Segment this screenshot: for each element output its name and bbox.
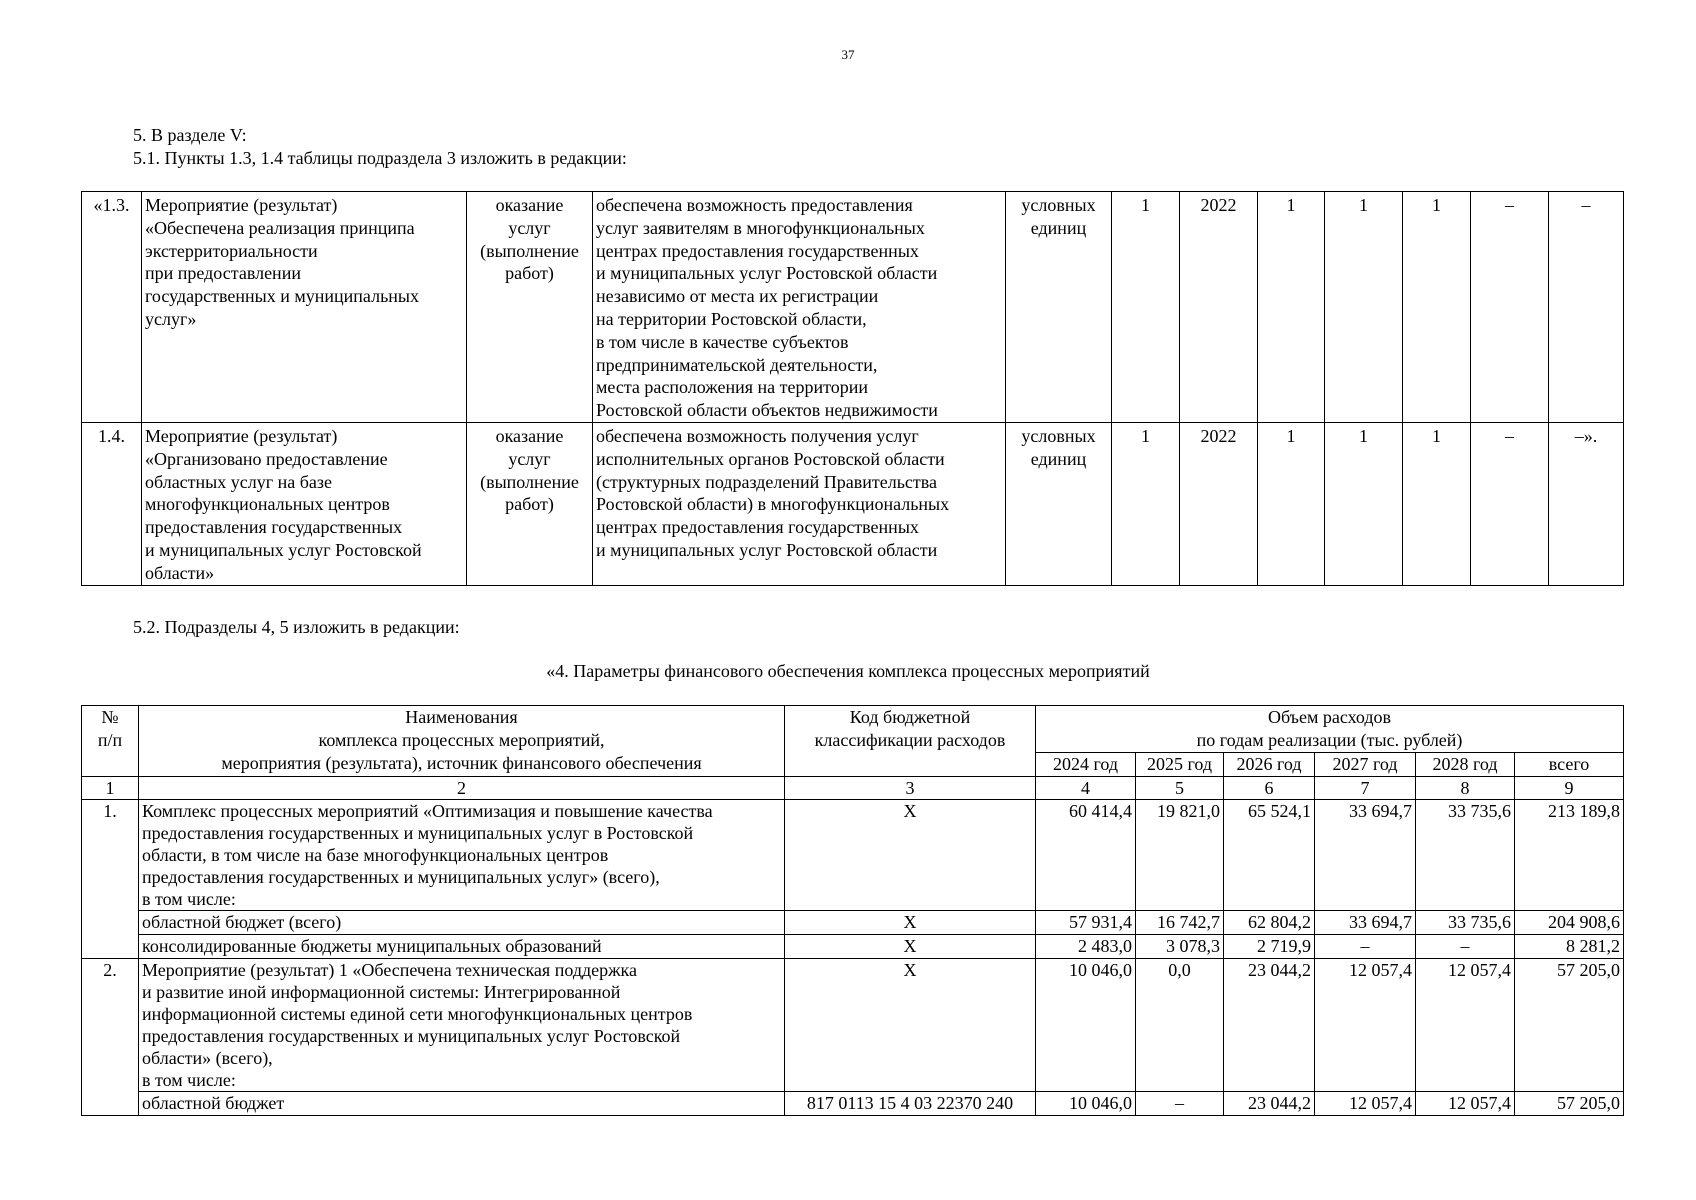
- row-value: 12 057,4: [1315, 1092, 1416, 1116]
- paragraph-5-1: 5.1. Пункты 1.3, 1.4 таблицы подраздела 3 изложить в редакции:: [133, 148, 627, 168]
- section-title: «4. Параметры финансового обеспечения комплекса процессных мероприятий: [546, 661, 1150, 681]
- paragraph-5: 5. В разделе V:: [133, 125, 247, 145]
- table-row: [82, 1092, 1624, 1116]
- row-value: 33 735,6: [1416, 800, 1515, 911]
- row-value: –: [1315, 935, 1416, 959]
- column-number: 8: [1416, 777, 1515, 800]
- row-value: 213 189,8: [1515, 800, 1624, 911]
- header-year: 2028 год: [1416, 753, 1515, 777]
- column-number: 4: [1036, 777, 1136, 800]
- row-base-year: 2022: [1180, 422, 1258, 585]
- row-base-value: 1: [1112, 422, 1180, 585]
- row-value: 12 057,4: [1416, 1092, 1515, 1116]
- column-number: 7: [1315, 777, 1416, 800]
- results-table: [81, 191, 1624, 586]
- row-description: обеспечена возможность получения услуг исполнительных органов Ростовской области (структурных подразделений Правительства Ростовской области) в многофункциональных центрах предоставления государственных и муниципальных услуг Ростовской области: [593, 422, 1006, 585]
- row-value: 23 044,2: [1224, 959, 1315, 1092]
- row-value: 33 694,7: [1315, 911, 1416, 935]
- row-name: Мероприятие (результат) «Обеспечена реализация принципа экстерриториальности при предоставлении государственных и муниципальных услуг»: [142, 192, 467, 423]
- column-number: 3: [785, 777, 1036, 800]
- finance-table: [81, 705, 1624, 1116]
- row-v1: 1: [1258, 192, 1325, 423]
- header-year: 2027 год: [1315, 753, 1416, 777]
- row-v5: –».: [1549, 422, 1624, 585]
- row-value: –: [1416, 935, 1515, 959]
- column-number: 6: [1224, 777, 1315, 800]
- column-number: 2: [139, 777, 785, 800]
- table-row: [82, 192, 1624, 423]
- row-code: X: [785, 800, 1036, 911]
- row-value: 19 821,0: [1136, 800, 1224, 911]
- column-number: 1: [82, 777, 139, 800]
- row-name: Мероприятие (результат) 1 «Обеспечена техническая поддержка и развитие иной информационной системы: Интегрированной информационной системы единой сети многофункциональных центров предоставления государственных и муниципальных услуг Ростовской области» (всего), в том числе:: [139, 959, 785, 1092]
- row-number: 2.: [82, 959, 139, 1116]
- row-code: 817 0113 15 4 03 22370 240: [785, 1092, 1036, 1116]
- header-year: 2025 год: [1136, 753, 1224, 777]
- row-value: 10 046,0: [1036, 1092, 1136, 1116]
- row-code: X: [785, 959, 1036, 1092]
- row-value: 57 931,4: [1036, 911, 1136, 935]
- row-value: 204 908,6: [1515, 911, 1624, 935]
- row-v3: 1: [1403, 192, 1471, 423]
- row-name: Комплекс процессных мероприятий «Оптимизация и повышение качества предоставления государственных и муниципальных услуг в Ростовской области, в том числе на базе многофункциональных центров предоставления государственных и муниципальных услуг» (всего), в том числе:: [139, 800, 785, 911]
- table-row: [82, 911, 1624, 935]
- header-year: 2026 год: [1224, 753, 1315, 777]
- row-value: –: [1136, 1092, 1224, 1116]
- page-number: 37: [841, 47, 855, 62]
- row-value: 16 742,7: [1136, 911, 1224, 935]
- header-num: № п/п: [82, 706, 139, 777]
- row-v1: 1: [1258, 422, 1325, 585]
- paragraph-5-2: 5.2. Подразделы 4, 5 изложить в редакции:: [133, 617, 460, 637]
- row-value: 2 719,9: [1224, 935, 1315, 959]
- row-value: 23 044,2: [1224, 1092, 1315, 1116]
- column-number: 9: [1515, 777, 1624, 800]
- row-value: 3 078,3: [1136, 935, 1224, 959]
- row-number: 1.: [82, 800, 139, 959]
- header-name: Наименования комплекса процессных мероприятий, мероприятия (результата), источник финансового обеспечения: [139, 706, 785, 777]
- row-value: 12 057,4: [1315, 959, 1416, 1092]
- row-value: 10 046,0: [1036, 959, 1136, 1092]
- row-name: областной бюджет (всего): [139, 911, 785, 935]
- row-v4: –: [1471, 192, 1549, 423]
- row-value: 2 483,0: [1036, 935, 1136, 959]
- table-row: [82, 959, 1624, 1092]
- header-volume: Объем расходов по годам реализации (тыс. рублей): [1036, 706, 1624, 753]
- row-value: 57 205,0: [1515, 959, 1624, 1092]
- row-v2: 1: [1325, 422, 1403, 585]
- row-value: 57 205,0: [1515, 1092, 1624, 1116]
- row-code: X: [785, 911, 1036, 935]
- header-year: 2024 год: [1036, 753, 1136, 777]
- column-number: 5: [1136, 777, 1224, 800]
- row-v3: 1: [1403, 422, 1471, 585]
- table-row: [82, 935, 1624, 959]
- header-code: Код бюджетной классификации расходов: [785, 706, 1036, 777]
- row-type: оказание услуг (выполнение работ): [467, 192, 593, 423]
- row-value: 60 414,4: [1036, 800, 1136, 911]
- row-value: 12 057,4: [1416, 959, 1515, 1092]
- row-value: 0,0: [1136, 959, 1224, 1092]
- table-row: [82, 800, 1624, 911]
- row-name: консолидированные бюджеты муниципальных образований: [139, 935, 785, 959]
- row-value: 65 524,1: [1224, 800, 1315, 911]
- row-name: Мероприятие (результат) «Организовано предоставление областных услуг на базе многофункциональных центров предоставления государственных и муниципальных услуг Ростовской области»: [142, 422, 467, 585]
- row-description: обеспечена возможность предоставления услуг заявителям в многофункциональных центрах предоставления государственных и муниципальных услуг Ростовской области независимо от места их регистрации на территории Ростовской области, в том числе в качестве субъектов предпринимательской деятельности, места расположения на территории Ростовской области объектов недвижимости: [593, 192, 1006, 423]
- row-code: X: [785, 935, 1036, 959]
- row-value: 8 281,2: [1515, 935, 1624, 959]
- row-number: 1.4.: [82, 422, 142, 585]
- row-value: 62 804,2: [1224, 911, 1315, 935]
- row-value: 33 735,6: [1416, 911, 1515, 935]
- row-unit: условных единиц: [1006, 422, 1112, 585]
- row-number: «1.3.: [82, 192, 142, 423]
- row-v5: –: [1549, 192, 1624, 423]
- row-base-year: 2022: [1180, 192, 1258, 423]
- row-v2: 1: [1325, 192, 1403, 423]
- row-type: оказание услуг (выполнение работ): [467, 422, 593, 585]
- row-v4: –: [1471, 422, 1549, 585]
- table-row: [82, 422, 1624, 585]
- row-unit: условных единиц: [1006, 192, 1112, 423]
- header-year: всего: [1515, 753, 1624, 777]
- row-base-value: 1: [1112, 192, 1180, 423]
- row-name: областной бюджет: [139, 1092, 785, 1116]
- row-value: 33 694,7: [1315, 800, 1416, 911]
